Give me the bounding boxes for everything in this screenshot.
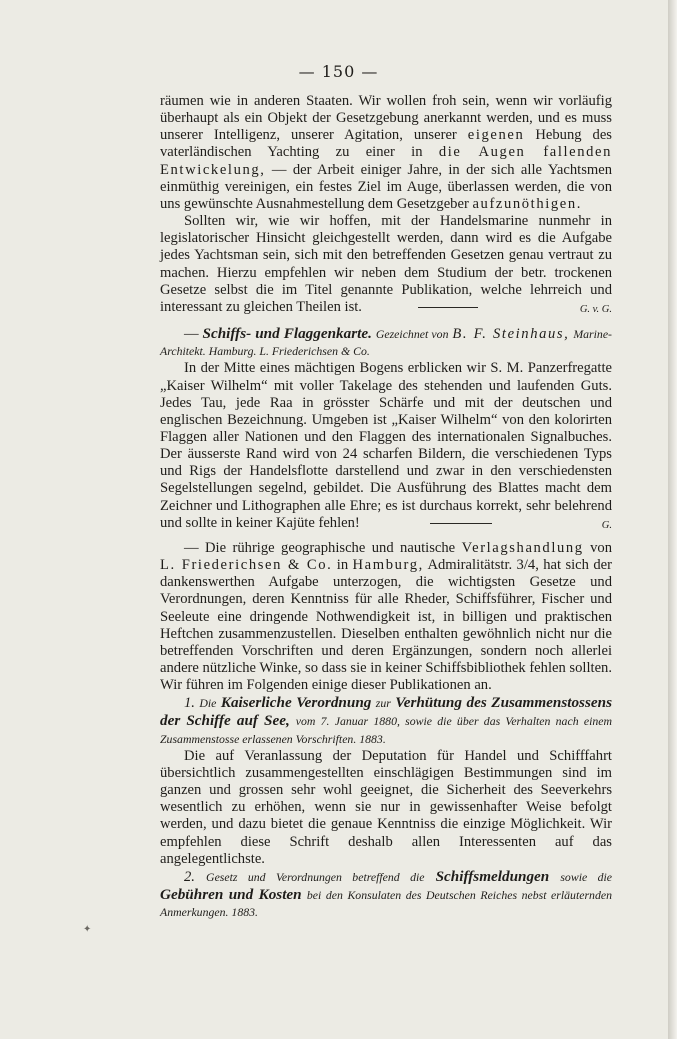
paragraph-5: Die auf Veranlassung der Deputation für Handel und Schifffahrt übersichtlich zusammengestellten einschlägigen Bestimmungen sind im ganzen und grossen sehr wohl geeignet, die Sicherheit des Seeverkehrs wesentlich zu erhöhen, wenn sie nur in gewissenhafter Weise befolgt werden, und dazu bietet die genaue Kenntniss die einzige Möglichkeit. Wir empfehlen diese Schrift deshalb allen Interessenten auf das angelegentlichste. [160, 747, 612, 867]
paragraph-4: — Die rührige geographische und nautische Verlagshandlung von L. Friederichsen & Co. in Hamburg, Admiralitätstr. 3/4, hat sich der dankenswerthen Aufgabe unterzogen, die wichtigsten Gesetze und Verordnungen, deren Kenntniss für alle Rheder, Schiffsführer, Fischer und Seeleute eine dringende Nothwendigkeit ist, in billigen und praktischen Heftchen zusammenzustellen. Dieselben enthalten gewöhnlich nicht nur die betreffenden Vorschriften und deren Ergänzungen, sondern noch allerlei andere nützliche Winke, so dass sie in keiner Schiffsbibliothek fehlen sollten. Wir führen im Folgenden einige dieser Publikationen an. [160, 539, 612, 694]
page-number: — 150 — [298, 62, 379, 81]
signature: G. [601, 519, 612, 531]
paragraph-3: In der Mitte eines mächtigen Bogens erblicken wir S. M. Panzerfregatte „Kaiser Wilhelm“ mit voller Takelage des stehenden und laufenden Guts. Jedes Tau, jede Raa in grösster Schärfe und mit der deutschen und englischen Bezeichnung. Umgeben ist „Kaiser Wilhelm“ von den kolorirten Flaggen aller Nationen und den Flaggen des internationalen Signalbuches. Der äusserste Rand wird von 24 scharfen Bildern, die verschiedenen Typs und Rigs der Handelsflotte darstellend und zwar in den verschiedensten Segelstellungen segelnd, gebildet. Die Ausführung des Blattes macht dem Zeichner und Lithographen alle Ehre; es ist durchaus korrekt, sehr belehrend und sollte in keiner Kajüte fehlen! G. [160, 360, 612, 532]
signature: G. v. G. [579, 303, 612, 315]
paragraph-2: Sollten wir, wie wir hoffen, mit der Handelsmarine nunmehr in legislatorischer Hinsicht gleichgestellt werden, dann wird es die Aufgabe jedes Yachtsman sein, sich mit den betreffenden Gesetzen genau vertraut zu machen. Hierzu empfehlen wir neben dem Studium der betr. trockenen Gesetze selbst die im Titel genannte Publikation, welche lehrreich und interessant zu gleichen Theilen ist. G. v. G. [160, 213, 612, 316]
paragraph-1: räumen wie in anderen Staaten. Wir wollen froh sein, wenn wir vorläufig überhaupt als ein Objekt der Gesetzgebung anerkannt werden, und es muss unserer Intelligenz, unserer Agitation, unserer eigenen Hebung des vaterländischen Yachting zu einer in die Augen fallenden Entwickelung, — der Arbeit einiger Jahre, in der sich alle Yachtsmen einmüthig vereinigen, ein festes Ziel im Auge, überlassen werden, die von uns gewünschte Ausnahmestellung dem Gesetzgeber aufzunöthigen. [160, 93, 613, 212]
review-heading: — Schiffs- und Flaggenkarte. Gezeichnet von B. F. Steinhaus, Marine-Architekt. Hamburg. L. Friederichsen & Co. [160, 325, 612, 359]
page-edge [668, 0, 677, 1039]
publication-item-2: 2. Gesetz und Verordnungen betreffend die Schiffsmeldungen sowie die Gebühren und Kosten bei den Konsulaten des Deutschen Reiches nebst erläuternden Anmerkungen. 1883. [160, 867, 613, 920]
section-rule [430, 523, 492, 524]
margin-ink-mark: ✦ [83, 924, 92, 935]
body-text [160, 93, 612, 921]
section-rule [418, 307, 478, 308]
publication-item-1: 1. Die Kaiserliche Verordnung zur Verhütung des Zusammenstossens der Schiffe auf See, vom 7. Januar 1880, sowie die über das Verhalten nach einem Zusammenstosse erlassenen Vorschriften. 1883. [160, 694, 612, 746]
